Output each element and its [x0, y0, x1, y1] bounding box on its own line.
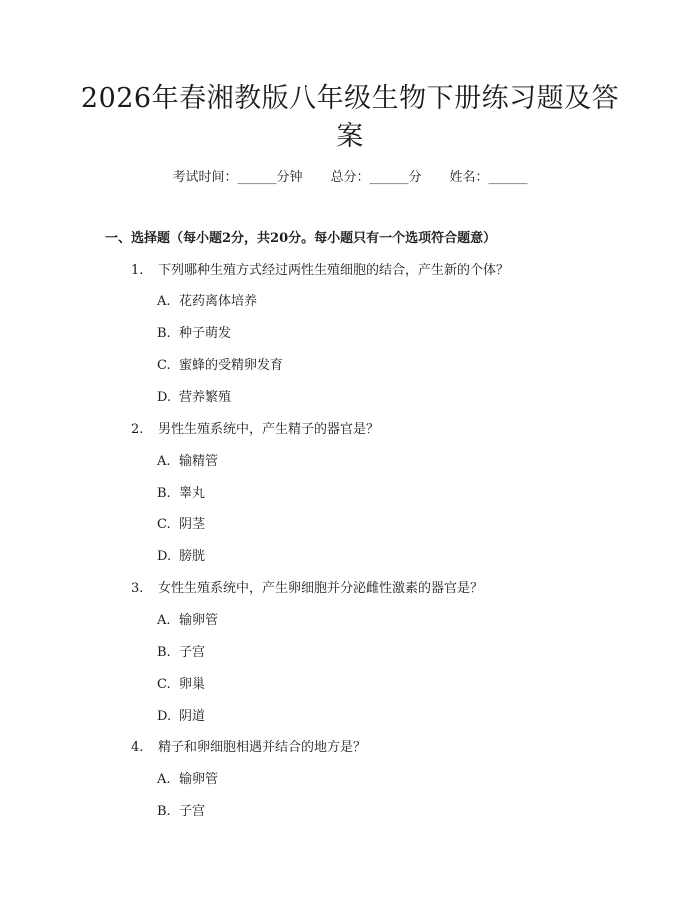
exam-time-label: 考试时间： [172, 170, 238, 185]
option-label: B. [157, 645, 171, 660]
option-label: B. [157, 486, 171, 501]
option-text: 睾丸 [179, 486, 206, 501]
exam-info-line [0, 168, 700, 188]
exam-time-blank: ______ [237, 170, 277, 185]
option-text: 花药离体培养 [179, 294, 258, 309]
option-label: C. [157, 677, 171, 692]
question-number: 3. [131, 581, 144, 596]
option-3a [157, 611, 218, 631]
option-3c [157, 675, 205, 695]
option-text: 子宫 [179, 645, 206, 660]
option-text: 输卵管 [179, 772, 219, 787]
exam-time-unit: 分钟 [276, 170, 303, 185]
option-1a [157, 292, 257, 312]
option-label: D. [157, 390, 172, 405]
option-label: A. [157, 454, 171, 469]
question-1 [131, 261, 509, 281]
option-2a [157, 452, 218, 472]
option-label: C. [157, 358, 171, 373]
question-3 [131, 579, 483, 599]
option-text: 营养繁殖 [179, 390, 232, 405]
option-text: 输精管 [179, 454, 219, 469]
option-4b [157, 802, 205, 822]
option-label: A. [157, 613, 171, 628]
option-text: 子宫 [179, 804, 206, 819]
option-label: D. [157, 709, 172, 724]
question-number: 2. [131, 422, 144, 437]
question-text: 男性生殖系统中，产生精子的器官是？ [158, 422, 380, 437]
question-text: 下列哪种生殖方式经过两性生殖细胞的结合，产生新的个体？ [158, 263, 510, 278]
option-label: A. [157, 772, 171, 787]
option-3d [157, 707, 205, 727]
total-score-label: 总分： [330, 170, 370, 185]
option-label: B. [157, 804, 171, 819]
question-2 [131, 420, 379, 440]
option-label: C. [157, 517, 171, 532]
question-4 [131, 738, 366, 758]
option-text: 蜜蜂的受精卵发育 [179, 358, 284, 373]
option-1b [157, 324, 231, 344]
option-text: 种子萌发 [179, 326, 232, 341]
option-text: 阴茎 [179, 517, 206, 532]
question-number: 1. [131, 263, 144, 278]
option-text: 阴道 [179, 709, 206, 724]
option-3b [157, 643, 205, 663]
question-number: 4. [131, 740, 144, 755]
document-title: 2026年春湘教版八年级生物下册练习题及答案 [80, 83, 620, 152]
student-name-label: 姓名： [449, 170, 489, 185]
student-name-blank: ______ [488, 170, 528, 185]
option-text: 卵巢 [179, 677, 206, 692]
total-score-unit: 分 [408, 170, 422, 185]
option-text: 膀胱 [179, 549, 206, 564]
option-label: D. [157, 549, 172, 564]
section-heading: 一、选择题（每小题2分，共20分。每小题只有一个选项符合题意） [105, 231, 497, 246]
question-text: 女性生殖系统中，产生卵细胞并分泌雌性激素的器官是？ [158, 581, 484, 596]
option-text: 输卵管 [179, 613, 219, 628]
option-1c [157, 356, 283, 376]
option-2b [157, 484, 205, 504]
option-1d [157, 388, 231, 408]
option-2d [157, 547, 205, 567]
option-2c [157, 515, 205, 535]
question-text: 精子和卵细胞相遇并结合的地方是？ [158, 740, 367, 755]
option-label: B. [157, 326, 171, 341]
option-4a [157, 770, 218, 790]
total-score-blank: ______ [369, 170, 409, 185]
option-label: A. [157, 294, 171, 309]
